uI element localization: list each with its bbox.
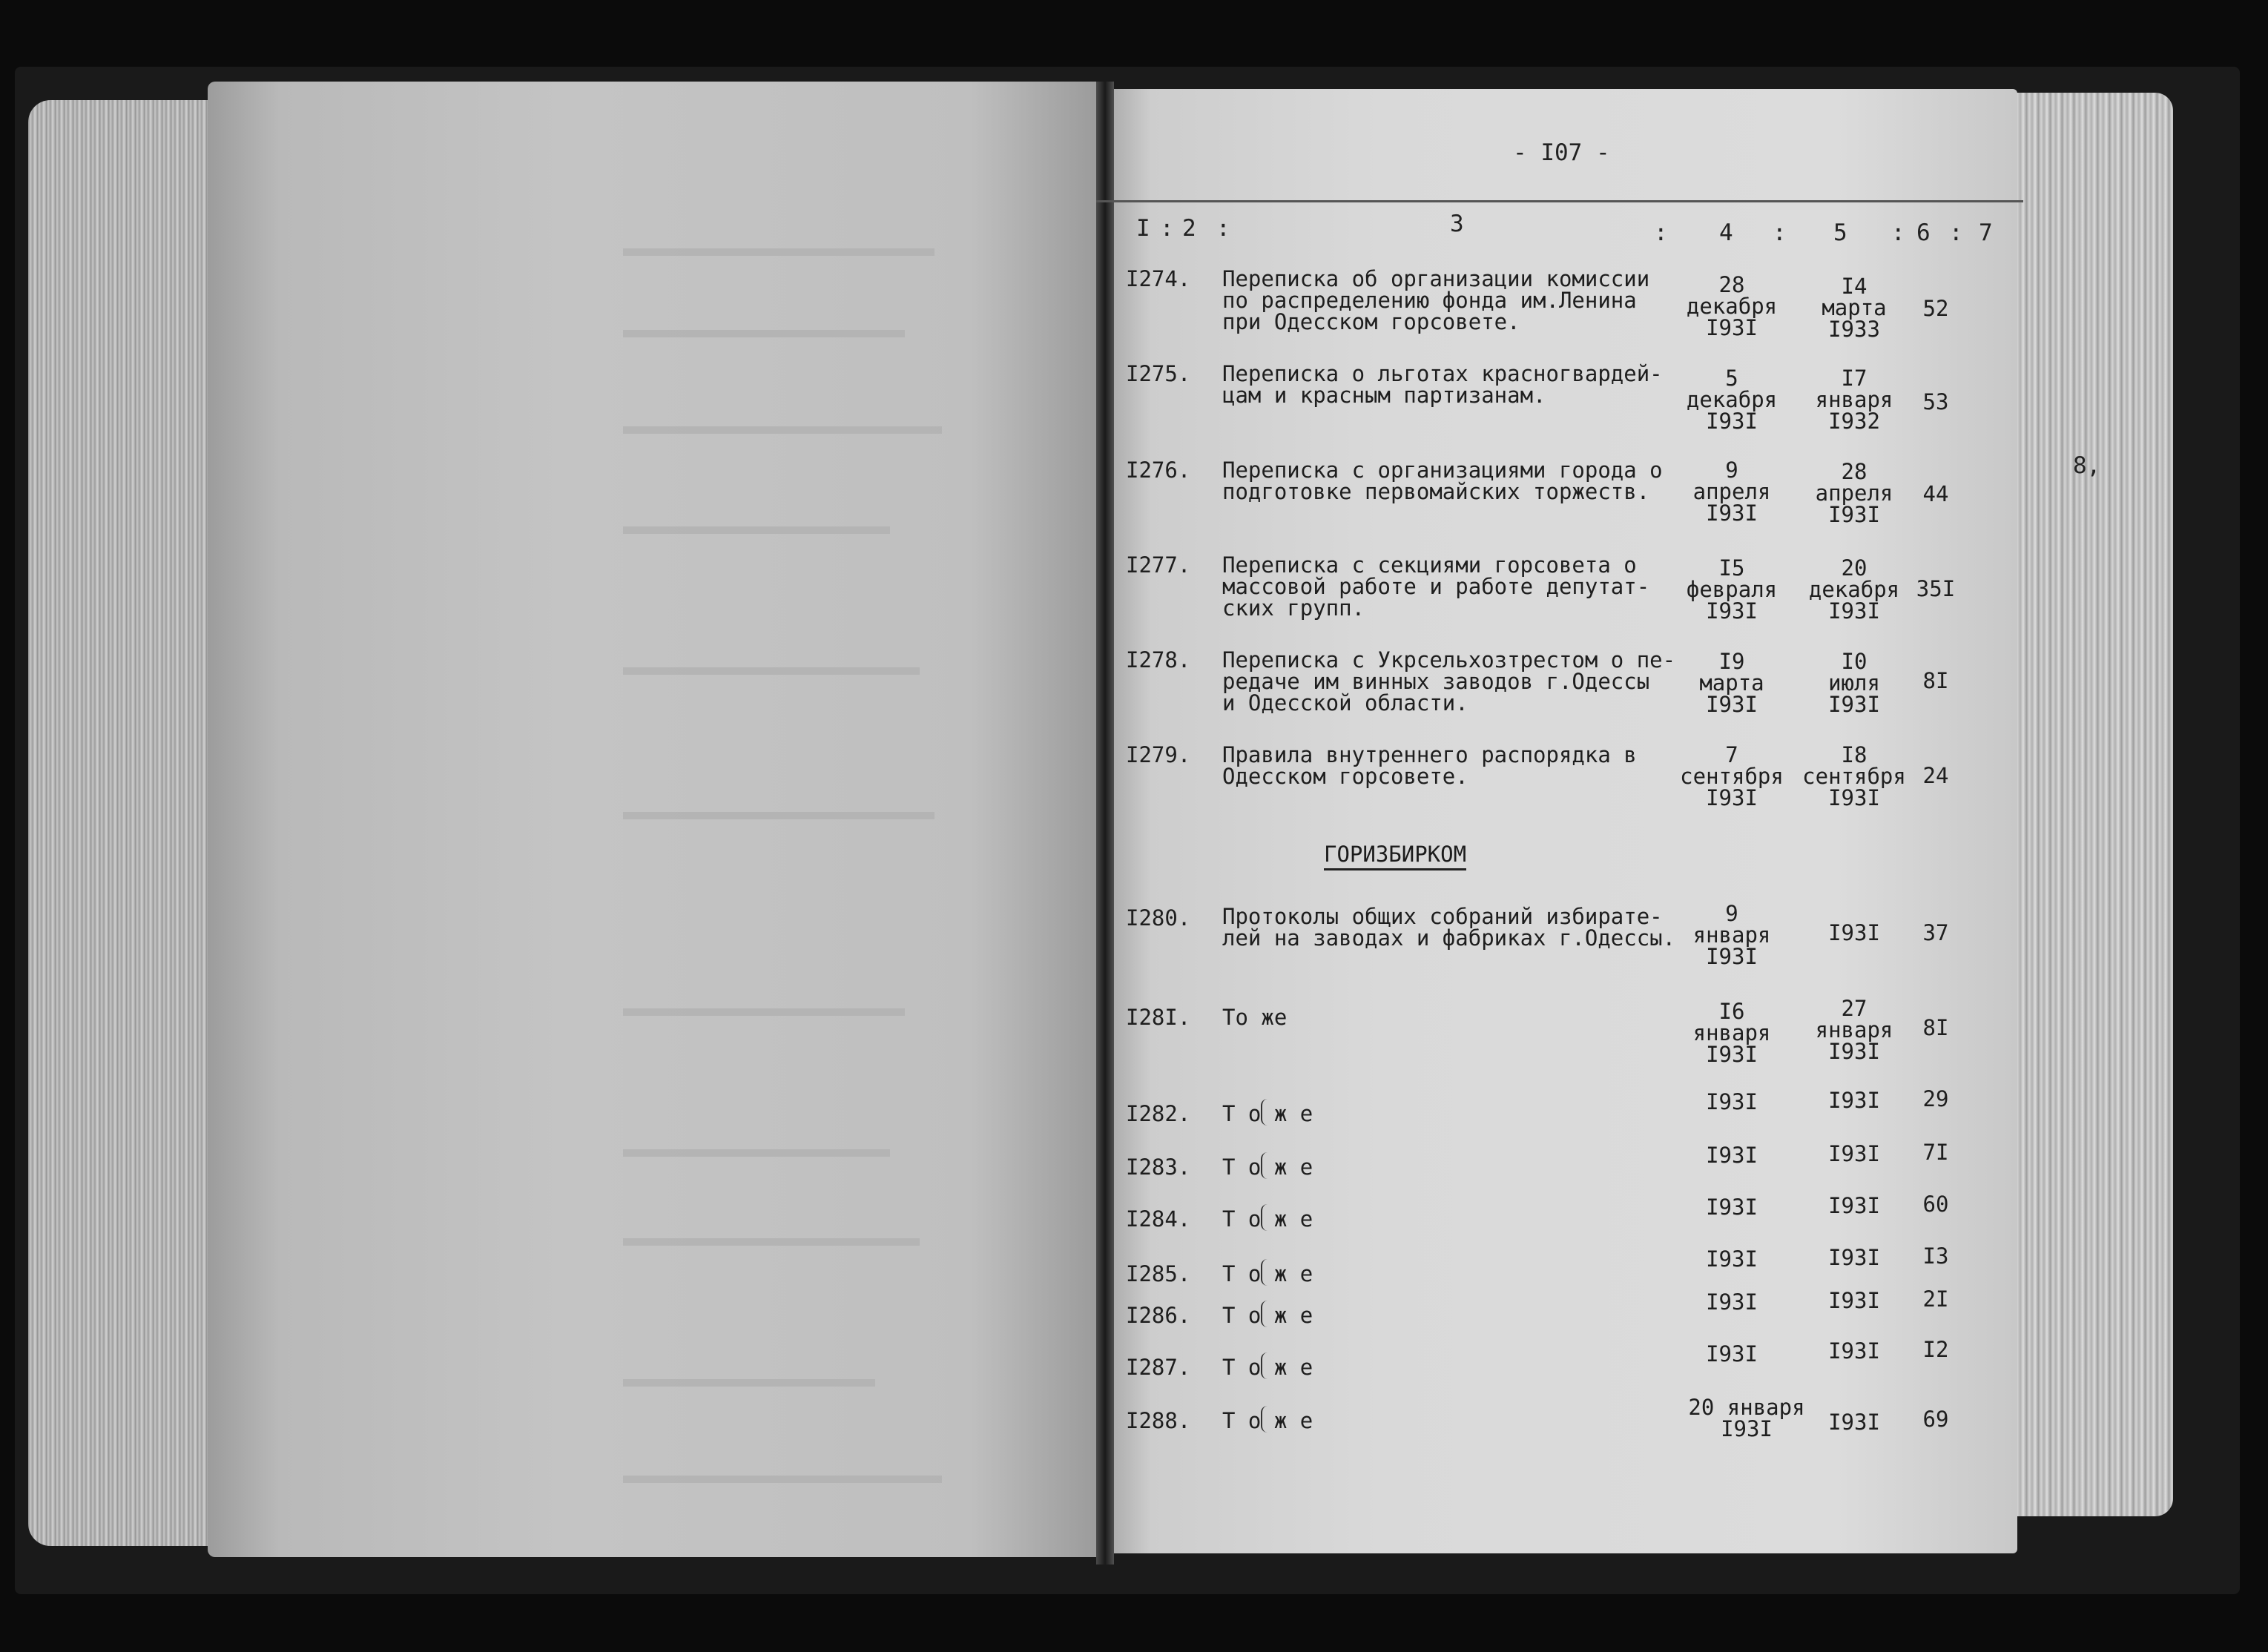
col-header-2: 2 xyxy=(1182,215,1196,242)
entry-page-count: 24 xyxy=(1922,763,1949,788)
col-header-6: 6 xyxy=(1916,219,1931,246)
entry-description: Переписка с секциями горсовета о массовой работе и работе депутат- ских групп. xyxy=(1222,552,1650,621)
entry-description: Т о ж е xyxy=(1222,1303,1313,1328)
entry-start-date: I5 февраля I93I xyxy=(1686,555,1778,624)
entry-page-count: I2 xyxy=(1922,1337,1949,1362)
bleed-through-line xyxy=(623,667,920,675)
left-page xyxy=(208,82,1105,1557)
entry-description: Т о ж е xyxy=(1222,1101,1313,1126)
entry-page-count: 29 xyxy=(1922,1086,1949,1111)
bleed-through-line xyxy=(623,1008,905,1016)
col-header-sep: : xyxy=(1654,219,1668,246)
entry-end-date: I93I xyxy=(1828,1338,1880,1364)
entry-page-count: 44 xyxy=(1922,481,1949,506)
entry-page-count: 69 xyxy=(1922,1407,1949,1432)
col-header-sep: : xyxy=(1891,219,1905,246)
entry-description: Переписка с Укрсельхозтрестом о пе- редаче им винных заводов г.Одессы и Одесской области. xyxy=(1222,647,1676,716)
entry-end-date: 27 января I93I xyxy=(1815,996,1893,1064)
entry-number: I283. xyxy=(1126,1154,1191,1180)
col-header-3: 3 xyxy=(1450,211,1464,237)
entry-number: I288. xyxy=(1126,1408,1191,1433)
entry-description: Т о ж е xyxy=(1222,1206,1313,1232)
margin-note: 8, xyxy=(2073,452,2101,479)
bleed-through-line xyxy=(623,1238,920,1246)
entry-page-count: I3 xyxy=(1922,1243,1949,1269)
handwritten-brace xyxy=(1261,1152,1274,1179)
entry-start-date: 7 сентября I93I xyxy=(1680,742,1784,810)
left-page-edges xyxy=(28,100,228,1546)
entry-end-date: I8 сентября I93I xyxy=(1802,742,1906,810)
col-header-4: 4 xyxy=(1719,219,1733,246)
section-title: ГОРИЗБИРКОМ xyxy=(1324,842,1466,870)
entry-start-date: I9 марта I93I xyxy=(1699,649,1764,717)
bleed-through-line xyxy=(623,330,905,337)
entry-number: I277. xyxy=(1126,552,1191,578)
col-header-sep: : xyxy=(1773,219,1787,246)
entry-end-date: 28 апреля I93I xyxy=(1815,459,1893,527)
entry-number: I275. xyxy=(1126,361,1191,386)
entry-start-date: I93I xyxy=(1706,1341,1758,1367)
page-number: - I07 - xyxy=(1513,139,1610,166)
entry-description: Т о ж е xyxy=(1222,1408,1313,1433)
entry-description: Переписка об организации комиссии по распределению фонда им.Ленина при Одесском горсовете. xyxy=(1222,266,1650,334)
entry-page-count: 2I xyxy=(1922,1286,1949,1312)
entry-page-count: 37 xyxy=(1922,920,1949,945)
entry-number: I28I. xyxy=(1126,1005,1191,1030)
entry-description: Т о ж е xyxy=(1222,1261,1313,1286)
entry-end-date: I93I xyxy=(1828,920,1880,945)
entry-number: I282. xyxy=(1126,1101,1191,1126)
entry-start-date: I93I xyxy=(1706,1195,1758,1220)
handwritten-brace xyxy=(1261,1099,1274,1126)
entry-start-date: 20 января I93I xyxy=(1688,1395,1805,1441)
entry-end-date: I93I xyxy=(1828,1088,1880,1113)
bleed-through-line xyxy=(623,526,890,534)
entry-number: I279. xyxy=(1126,742,1191,767)
entry-description: Т о ж е xyxy=(1222,1154,1313,1180)
entry-end-date: I93I xyxy=(1828,1245,1880,1270)
entry-end-date: 20 декабря I93I xyxy=(1808,555,1900,624)
entry-page-count: 52 xyxy=(1922,296,1949,321)
right-page-edges xyxy=(2002,93,2173,1516)
entry-end-date: I93I xyxy=(1828,1288,1880,1313)
handwritten-brace xyxy=(1261,1406,1274,1433)
col-header-5: 5 xyxy=(1833,219,1847,246)
entry-start-date: I93I xyxy=(1706,1143,1758,1168)
entry-description: Т о ж е xyxy=(1222,1355,1313,1380)
entry-page-count: 8I xyxy=(1922,668,1949,693)
entry-number: I286. xyxy=(1126,1303,1191,1328)
entry-start-date: 5 декабря I93I xyxy=(1686,366,1778,434)
entry-end-date: I93I xyxy=(1828,1410,1880,1435)
entry-end-date: I0 июля I93I xyxy=(1828,649,1880,717)
bleed-through-line xyxy=(623,1149,890,1157)
entry-page-count: 8I xyxy=(1922,1015,1949,1040)
col-header-sep: : xyxy=(1216,215,1230,242)
entry-number: I285. xyxy=(1126,1261,1191,1286)
bleed-through-line xyxy=(623,1379,875,1387)
header-rule xyxy=(1096,200,2023,202)
entry-description: Правила внутреннего распорядка в Одесском горсовете. xyxy=(1222,742,1637,789)
entry-start-date: 28 декабря I93I xyxy=(1686,272,1778,340)
entry-number: I274. xyxy=(1126,266,1191,291)
entry-end-date: I7 января I932 xyxy=(1815,366,1893,434)
handwritten-brace xyxy=(1261,1204,1274,1231)
entry-number: I287. xyxy=(1126,1355,1191,1380)
col-header-sep: : xyxy=(1160,215,1174,242)
entry-number: I276. xyxy=(1126,457,1191,483)
bleed-through-line xyxy=(623,812,934,819)
entry-description: Переписка о льготах красногвардей- цам и красным партизанам. xyxy=(1222,361,1663,408)
bleed-through-line xyxy=(623,248,934,256)
entry-page-count: 60 xyxy=(1922,1192,1949,1217)
entry-number: I280. xyxy=(1126,905,1191,931)
entry-description: Протоколы общих собраний избирате- лей на заводах и фабриках г.Одессы. xyxy=(1222,904,1676,951)
entry-page-count: 7I xyxy=(1922,1140,1949,1165)
entry-start-date: I93I xyxy=(1706,1089,1758,1114)
entry-end-date: I4 марта I933 xyxy=(1822,274,1887,342)
entry-start-date: I93I xyxy=(1706,1289,1758,1315)
entry-end-date: I93I xyxy=(1828,1141,1880,1166)
entry-page-count: 53 xyxy=(1922,389,1949,414)
entry-number: I278. xyxy=(1126,647,1191,673)
entry-start-date: 9 января I93I xyxy=(1692,901,1771,969)
handwritten-brace xyxy=(1261,1301,1274,1327)
entry-start-date: 9 апреля I93I xyxy=(1692,457,1771,526)
handwritten-brace xyxy=(1261,1259,1274,1286)
entry-number: I284. xyxy=(1126,1206,1191,1232)
book-gutter xyxy=(1096,82,1114,1565)
handwritten-brace xyxy=(1261,1352,1274,1379)
col-header-1: I xyxy=(1136,215,1150,242)
entry-page-count: 35I xyxy=(1916,576,1956,601)
col-header-sep: : xyxy=(1949,219,1963,246)
bleed-through-line xyxy=(623,1476,942,1483)
entry-description: Переписка с организациями города о подготовке первомайских торжеств. xyxy=(1222,457,1663,504)
entry-start-date: I93I xyxy=(1706,1246,1758,1272)
entry-end-date: I93I xyxy=(1828,1193,1880,1218)
entry-start-date: I6 января I93I xyxy=(1692,999,1771,1067)
col-header-7: 7 xyxy=(1979,219,1993,246)
entry-description: То же xyxy=(1222,1005,1288,1030)
bleed-through-line xyxy=(623,426,942,434)
